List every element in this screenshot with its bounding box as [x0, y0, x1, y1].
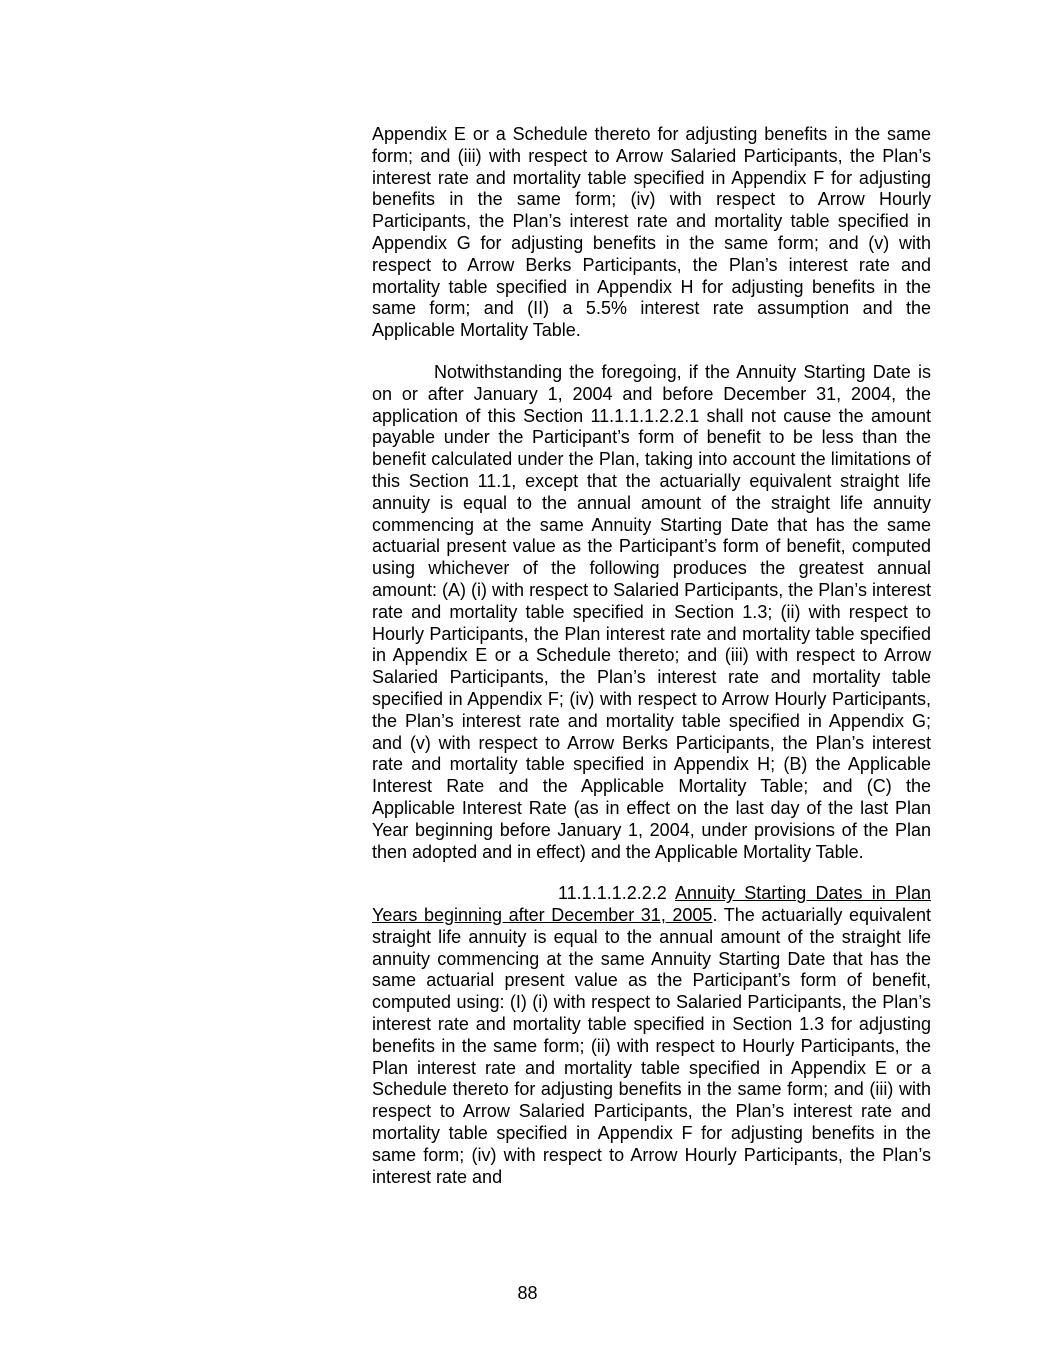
page-number: 88 [517, 1283, 538, 1303]
section-number: 11.1.1.1.2.2.2 [558, 883, 667, 904]
section-heading: Annuity Starting Dates in Plan Years beginning after December 31, 2005 [372, 883, 931, 926]
section-heading-period: . [712, 905, 718, 926]
section-body-text: The actuarially equivalent straight life annuity is equal to the annual amount of the straight life annuity commencing at the same Annuity Starting Date that has the same actuarial present value as the Participant’s form of benefit, computed using: (I) (i) with respect to Salaried Participants, the Plan’s interest rate and mortality table specified in Section 1.3 for adjusting benefits in the same form; (ii) with respect to Hourly Participants, the Plan interest rate and mortality table specified in Appendix E or a Schedule thereto for adjusting benefits in the same form; and (iii) with respect to Arrow Salaried Participants, the Plan’s interest rate and mortality table specified in Appendix F for adjusting benefits in the same form; (iv) with respect to Arrow Hourly Participants, the Plan’s interest rate and [372, 905, 932, 1187]
section-11-1-1-1-2-2-2 [372, 883, 931, 1188]
paragraph-notwithstanding: Notwithstanding the foregoing, if the Annuity Starting Date is on or after January 1, 2004 and before December 31, 2004, the application of this Section 11.1.1.1.2.2.1 shall not cause the amount payable under the Participant’s form of benefit to be less than the benefit calculated under the Plan, taking into account the limitations of this Section 11.1, except that the actuarially equivalent straight life annuity is equal to the annual amount of the straight life annuity commencing at the same Annuity Starting Date that has the same actuarial present value as the Participant’s form of benefit, computed using whichever of the following produces the greatest annual amount: (A) (i) with respect to Salaried Participants, the Plan’s interest rate and mortality table specified in Section 1.3; (ii) with respect to Hourly Participants, the Plan interest rate and mortality table specified in Appendix E or a Schedule thereto; and (iii) with respect to Arrow Salaried Participants, the Plan’s interest rate and mortality table specified in Appendix F; (iv) with respect to Arrow Hourly Participants, the Plan’s interest rate and mortality table specified in Appendix G; and (v) with respect to Arrow Berks Participants, the Plan’s interest rate and mortality table specified in Appendix H; (B) the Applicable Interest Rate and the Applicable Mortality Table; and (C) the Applicable Interest Rate (as in effect on the last day of the last Plan Year beginning before January 1, 2004, under provisions of the Plan then adopted and in effect) and the Applicable Mortality Table. [372, 361, 931, 862]
body-text-column [372, 124, 931, 1208]
paragraph-continuation: Appendix E or a Schedule thereto for adjusting benefits in the same form; and (iii) with respect to Arrow Salaried Participants, the Plan’s interest rate and mortality table specified in Appendix F for adjusting benefits in the same form; (iv) with respect to Arrow Hourly Participants, the Plan’s interest rate and mortality table specified in Appendix G for adjusting benefits in the same form; and (v) with respect to Arrow Berks Participants, the Plan’s interest rate and mortality table specified in Appendix H for adjusting benefits in the same form; and (II) a 5.5% interest rate assumption and the Applicable Mortality Table. [372, 124, 931, 341]
